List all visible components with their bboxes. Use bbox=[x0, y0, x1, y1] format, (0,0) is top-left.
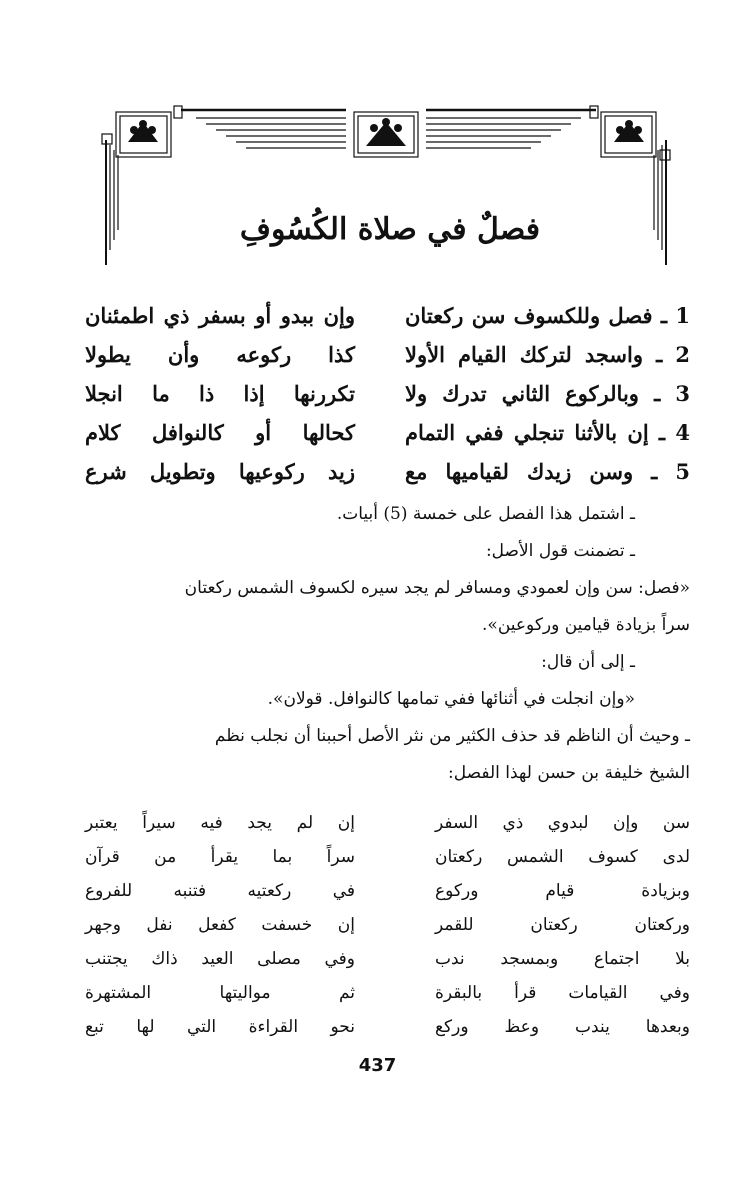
verse-row bbox=[85, 1010, 690, 1044]
quote-line: سراً بزيادة قيامين وركوعين». bbox=[482, 615, 690, 635]
verse-first-hemistich: سن وإن لبدوي ذي السفر bbox=[435, 813, 690, 833]
verse-first-hemistich: 5 ـ وسن زيدك لقياميها مع bbox=[405, 459, 690, 484]
page-number: 437 bbox=[358, 1055, 397, 1076]
verse-row bbox=[85, 806, 690, 840]
verse-row bbox=[85, 296, 690, 335]
verse-second-hemistich: وإن ببدو أو بسفر ذي اطمئنان bbox=[85, 303, 355, 328]
verse-first-hemistich: وركعتان ركعتان للقمر bbox=[435, 915, 690, 935]
quote-line: «فصل: سن وإن لعمودي ومسافر لم يجد سيره لكسوف الشمس ركعتان bbox=[184, 578, 690, 598]
chapter-title: فصلٌ في صلاة الكُسُوفِ bbox=[239, 212, 541, 247]
commentary bbox=[60, 496, 690, 792]
verse-first-hemistich: لدى كسوف الشمس ركعتان bbox=[435, 847, 690, 867]
verse-second-hemistich: تكررنها إذا ذا ما انجلا bbox=[85, 381, 355, 406]
verse-row bbox=[85, 413, 690, 452]
commentary-line: ـ إلى أن قال: bbox=[541, 652, 635, 672]
verse-first-hemistich: 4 ـ إن بالأثنا تنجلي ففي التمام bbox=[405, 420, 690, 445]
verse-row bbox=[85, 908, 690, 942]
verse-second-hemistich: في ركعتيه فتنبه للفروع bbox=[85, 881, 355, 901]
verse-first-hemistich: وبعدها يندب وعظ وركع bbox=[435, 1017, 690, 1037]
verse-second-hemistich: كذا ركوعه وأن يطولا bbox=[85, 342, 355, 367]
verse-second-hemistich: وفي مصلى العيد ذاك يجتنب bbox=[85, 949, 355, 969]
commentary-line: ـ وحيث أن الناظم قد حذف الكثير من نثر الأصل أحببنا أن نجلب نظم bbox=[214, 726, 690, 746]
commentary-line: الشيخ خليفة بن حسن لهذا الفصل: bbox=[448, 763, 690, 783]
verse-row bbox=[85, 942, 690, 976]
verse-second-hemistich: زيد ركوعيها وتطويل شرع bbox=[85, 459, 355, 484]
verse-row bbox=[85, 374, 690, 413]
verse-first-hemistich: وفي القيامات قرأ بالبقرة bbox=[435, 983, 690, 1003]
quote-line: «وإن انجلت في أثنائها ففي تمامها كالنوافل. قولان». bbox=[267, 689, 635, 709]
verse-second-hemistich: إن لم يجد فيه سيراً يعتبر bbox=[85, 813, 355, 833]
verse-second-hemistich: إن خسفت كفعل نفل وجهر bbox=[85, 915, 355, 935]
verse-second-hemistich: نحو القراءة التي لها تبع bbox=[85, 1017, 355, 1037]
verse-row bbox=[85, 335, 690, 374]
verse-row bbox=[85, 840, 690, 874]
commentary-line: ـ تضمنت قول الأصل: bbox=[485, 541, 635, 561]
verse-first-hemistich: بلا اجتماع وبمسجد ندب bbox=[435, 949, 690, 969]
verse-row bbox=[85, 874, 690, 908]
verse-second-hemistich: ثم مواليتها المشتهرة bbox=[85, 983, 355, 1003]
verse-second-hemistich: كحالها أو كالنوافل كلام bbox=[85, 420, 355, 445]
verse-row bbox=[85, 452, 690, 491]
verse-first-hemistich: وبزيادة قيام وركوع bbox=[435, 881, 690, 901]
verse-first-hemistich: 1 ـ فصل وللكسوف سن ركعتان bbox=[405, 303, 690, 328]
verse-row bbox=[85, 976, 690, 1010]
verse-second-hemistich: سراً بما يقرأ من قرآن bbox=[85, 847, 355, 867]
commentary-line: ـ اشتمل هذا الفصل على خمسة (5) أبيات. bbox=[336, 504, 635, 524]
second-verses bbox=[85, 806, 690, 1044]
main-verses bbox=[85, 296, 690, 491]
verse-first-hemistich: 3 ـ وبالركوع الثاني تدرك ولا bbox=[405, 381, 690, 406]
verse-first-hemistich: 2 ـ واسجد لتركك القيام الأولا bbox=[405, 342, 690, 367]
